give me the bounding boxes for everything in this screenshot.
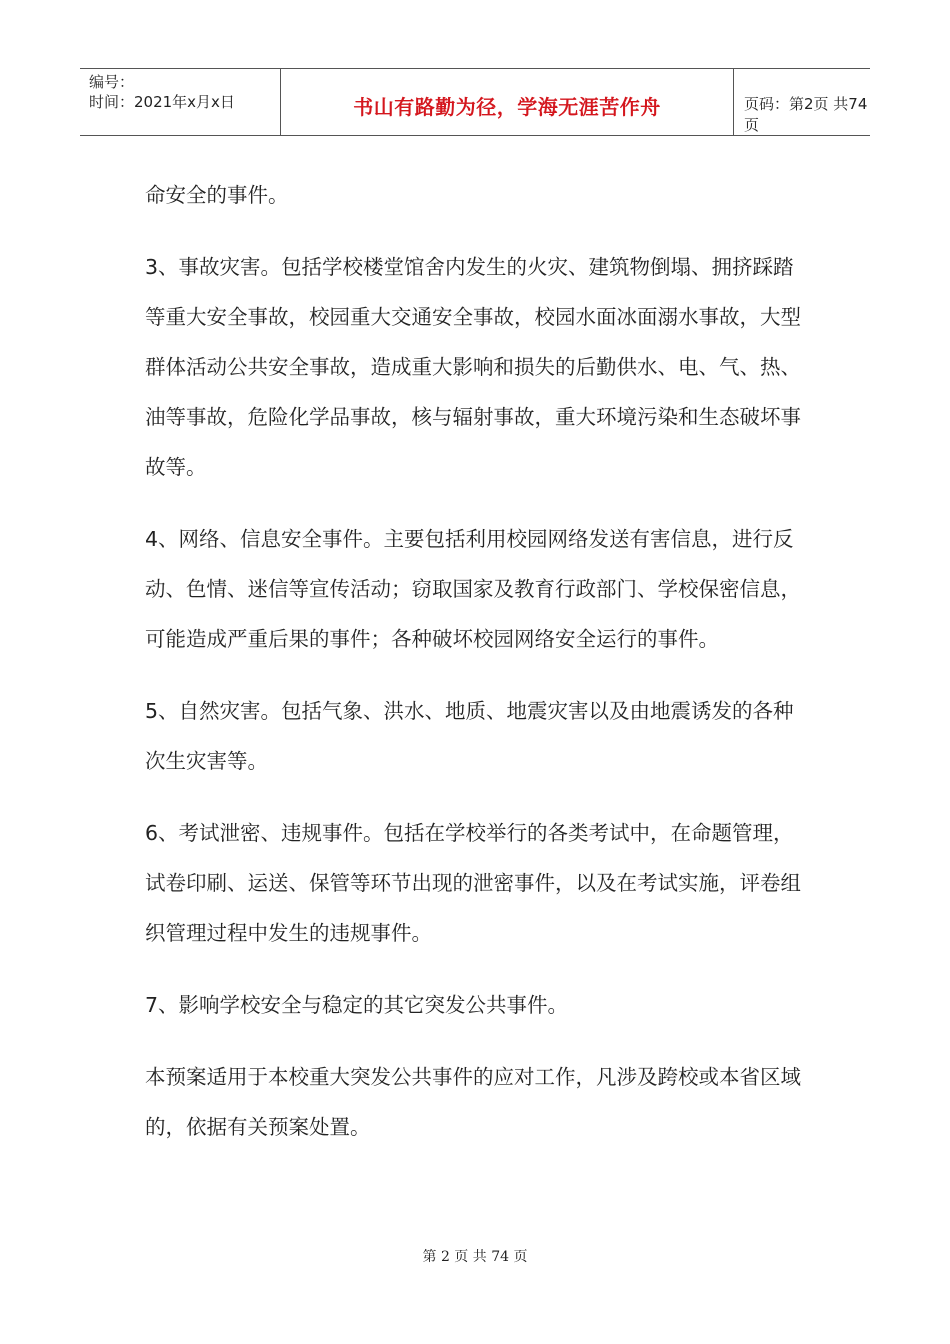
paragraph: 5、自然灾害。包括气象、洪水、地质、地震灾害以及由地震诱发的各种次生灾害等。 [145,699,794,773]
document-body [145,170,810,1174]
document-date-label: 时间：2021年x月x日 [89,93,235,111]
header-page-info: 页码：第2页 共74页 [744,95,868,134]
paragraph: 本预案适用于本校重大突发公共事件的应对工作，凡涉及跨校或本省区域的，依据有关预案处置。 [145,1065,801,1139]
paragraph: 7、影响学校安全与稳定的其它突发公共事件。 [145,993,569,1017]
header-meta-cell [80,69,281,135]
page-header [80,68,870,136]
header-page-cell [734,69,870,135]
header-motto-cell [281,69,734,135]
paragraph: 6、考试泄密、违规事件。包括在学校举行的各类考试中，在命题管理，试卷印刷、运送、保管等环节出现的泄密事件，以及在考试实施，评卷组织管理过程中发生的违规事件。 [145,821,801,945]
document-number-label: 编号： [89,73,135,91]
paragraph: 4、网络、信息安全事件。主要包括利用校园网络发送有害信息，进行反动、色情、迷信等宣传活动；窃取国家及教育行政部门、学校保密信息，可能造成严重后果的事件；各种破坏校园网络安全运行的事件。 [145,527,801,651]
header-motto: 书山有路勤为径，学海无涯苦作舟 [353,95,661,119]
paragraph: 命安全的事件。 [145,183,289,207]
paragraph: 3、事故灾害。包括学校楼堂馆舍内发生的火灾、建筑物倒塌、拥挤踩踏等重大安全事故，校园重大交通安全事故，校园水面冰面溺水事故，大型群体活动公共安全事故，造成重大影响和损失的后勤供水、电、气、热、油等事故，危险化学品事故，核与辐射事故，重大环境污染和生态破坏事故等。 [145,255,801,479]
page-footer: 第 2 页 共 74 页 [422,1249,528,1265]
